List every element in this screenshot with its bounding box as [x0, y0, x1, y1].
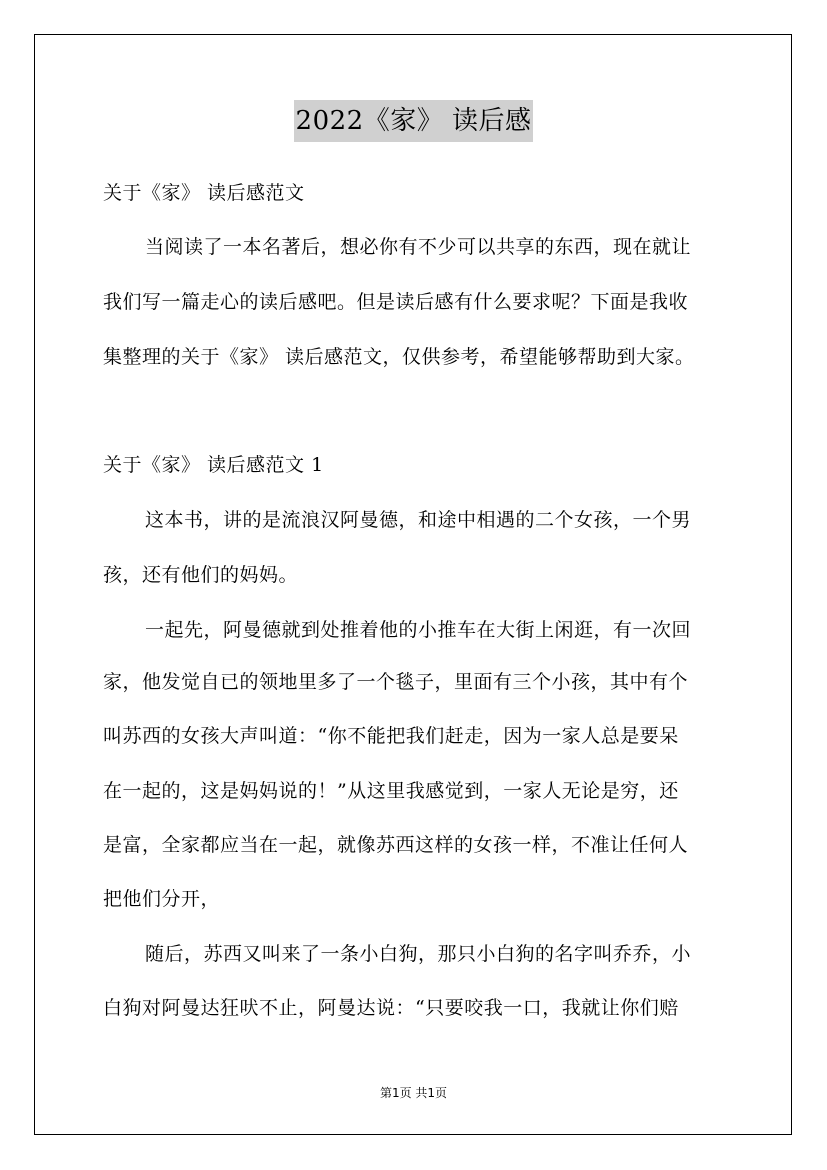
title-container — [0, 100, 827, 142]
document-title: 2022《家》 读后感 — [294, 100, 534, 142]
paragraph-line: 在一起的，这是妈妈说的！”从这里我感觉到，一家人无论是穷，还 — [103, 780, 679, 802]
paragraph-line: 把他们分开， — [103, 888, 221, 910]
page-number-footer: 第1页 共1页 — [379, 1086, 448, 1100]
section-heading: 关于《家》 读后感范文 — [103, 182, 305, 204]
paragraph-line: 集整理的关于《家》 读后感范文，仅供参考，希望能够帮助到大家。 — [103, 346, 695, 368]
paragraph-line: 这本书，讲的是流浪汉阿曼德，和途中相遇的二个女孩，一个男 — [145, 509, 692, 531]
paragraph-line: 一起先，阿曼德就到处推着他的小推车在大街上闲逛，有一次回 — [145, 619, 692, 641]
paragraph-line: 当阅读了一本名著后，想必你有不少可以共享的东西，现在就让 — [145, 236, 692, 258]
paragraph-line: 我们写一篇走心的读后感吧。但是读后感有什么要求呢？下面是我收 — [103, 291, 689, 313]
paragraph-line: 随后，苏西又叫来了一条小白狗，那只小白狗的名字叫乔乔，小 — [145, 943, 692, 965]
paragraph-line: 孩，还有他们的妈妈。 — [103, 564, 299, 586]
paragraph-line: 白狗对阿曼达狂吠不止，阿曼达说：“只要咬我一口，我就让你们赔 — [103, 997, 679, 1019]
paragraph-line: 是富，全家都应当在一起，就像苏西这样的女孩一样，不准让任何人 — [103, 834, 689, 856]
paragraph-line: 家，他发觉自已的领地里多了一个毯子，里面有三个小孩，其中有个 — [103, 671, 689, 693]
paragraph-line: 叫苏西的女孩大声叫道：“你不能把我们赶走，因为一家人总是要呆 — [103, 725, 679, 747]
section-heading: 关于《家》 读后感范文 1 — [103, 454, 324, 476]
